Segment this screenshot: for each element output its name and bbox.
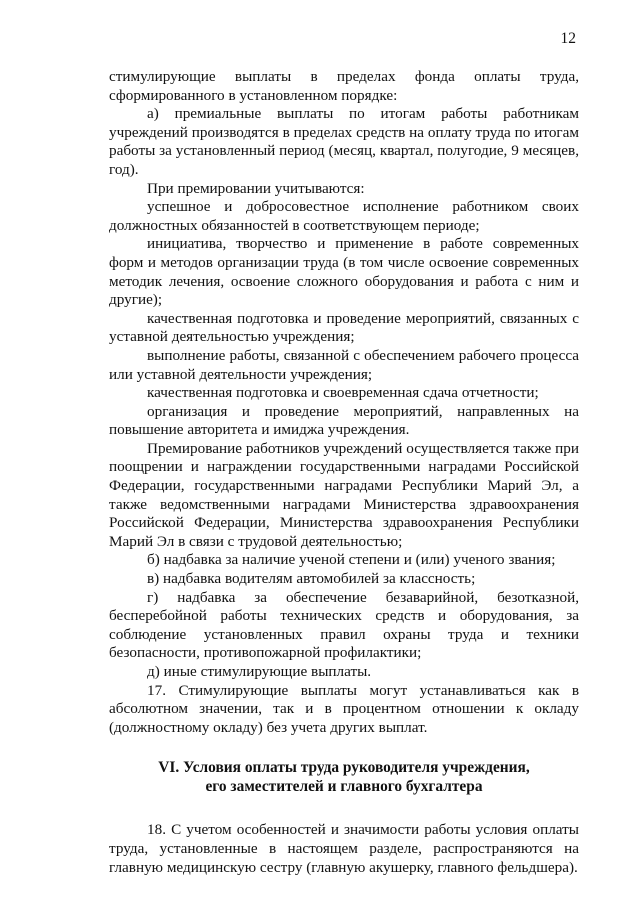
paragraph-degree-allowance: б) надбавка за наличие ученой степени и (или) ученого звания;	[147, 551, 556, 569]
document-body	[109, 68, 579, 877]
section-heading-line-1: VI. Условия оплаты труда руководителя учреждения,	[158, 759, 530, 777]
paragraph-criterion-events: качественная подготовка и проведение мероприятий, связанных с уставной деятельностью учреждения;	[109, 309, 579, 346]
section-heading-line-2: его заместителей и главного бухгалтера	[205, 778, 483, 796]
page-number: 12	[560, 30, 576, 47]
paragraph-bonus-payments: а) премиальные выплаты по итогам работы работникам учреждений производятся в пределах средств на оплату труда по итогам работы за установленный период (месяц, квартал, полугодие, 9 месяцев, год).	[109, 105, 579, 178]
spacer	[109, 796, 579, 821]
paragraph-criterion-reporting: качественная подготовка и своевременная сдача отчетности;	[147, 384, 539, 402]
paragraph-criterion-image: организация и проведение мероприятий, направленных на повышение авторитета и имиджа учреждения.	[109, 402, 579, 439]
paragraph-bonus-criteria-intro: При премировании учитываются:	[147, 179, 365, 197]
paragraph-item-17: 17. Стимулирующие выплаты могут устанавливаться как в абсолютном значении, так и в процентном отношении к окладу (должностному окладу) без учета других выплат.	[109, 681, 579, 736]
paragraph-criterion-work-process: выполнение работы, связанной с обеспечением рабочего процесса или уставной деятельности учреждения;	[109, 346, 579, 383]
paragraph-driver-allowance: в) надбавка водителям автомобилей за классность;	[147, 570, 476, 588]
paragraph-other-payments: д) иные стимулирующие выплаты.	[147, 663, 372, 680]
paragraph-criterion-duties: успешное и добросовестное исполнение работником своих должностных обязанностей в соответствующем периоде;	[109, 198, 579, 234]
paragraph-safety-allowance: г) надбавка за обеспечение безаварийной, безотказной, бесперебойной работы технических средств и оборудования, за соблюдение установленных правил охраны труда и техники безопасности, противопожарной профилактики;	[109, 588, 579, 662]
paragraph-awards: Премирование работников учреждений осуществляется также при поощрении и награждении государственными наградами Российской Федерации, государственными наградами Республики Марий Эл, а также ведомственными наградами Министерства здравоохранения Российской Федерации, Министерства здравоохранения Республики Марий Эл в связи с трудовой деятельностью;	[109, 439, 579, 550]
paragraph-item-18: 18. С учетом особенностей и значимости работы условия оплаты труда, установленные в настоящем разделе, распространяются на главную медицинскую сестру (главную акушерку, главного фельдшера).	[109, 821, 579, 876]
spacer	[109, 737, 579, 758]
paragraph-criterion-initiative: инициатива, творчество и применение в работе современных форм и методов организации труда (в том числе освоение современных методик лечения, освоение сложного оборудования и работа с ним и другие);	[109, 235, 579, 309]
paragraph-stimulating-payments-intro: стимулирующие выплаты в пределах фонда оплаты труда, сформированного в установленном порядке:	[109, 68, 579, 104]
